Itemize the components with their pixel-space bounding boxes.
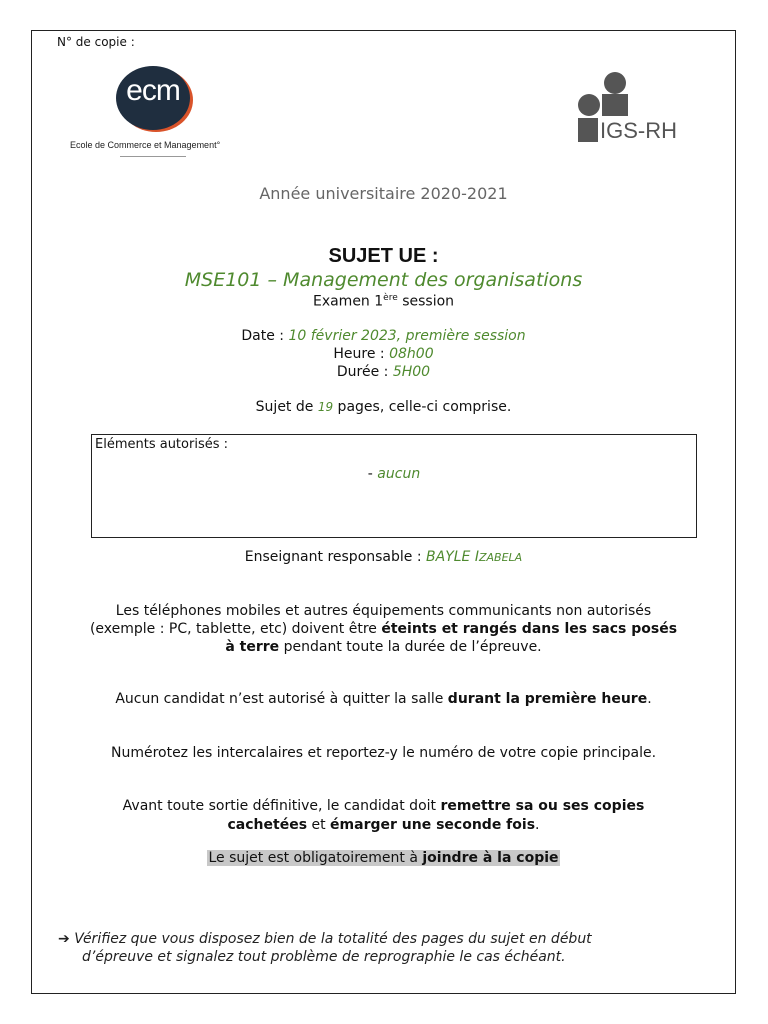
rule-leave-1: Aucun candidat n’est autorisé à quitter la salle [115, 691, 448, 707]
authorized-items-label: Eléments autorisés : [95, 437, 228, 452]
exam-time [31, 346, 736, 362]
rule-join-highlight [207, 850, 559, 866]
igs-logo-text: IGS-RH [600, 118, 677, 143]
teacher-first-initial: I [474, 549, 479, 565]
teacher-first-rest: ZABELA [479, 551, 523, 564]
pages-suffix: pages, celle-ci comprise. [333, 399, 512, 415]
rule-phones-1: Les téléphones mobiles et autres équipements communicants non autorisés [115, 603, 652, 619]
ecm-logo-caption: Ecole de Commerce et Management° [70, 140, 221, 150]
page-title: SUJET UE : [328, 245, 439, 267]
rule-phones-3: pendant toute la durée de l’épreuve. [279, 639, 542, 655]
igs-rh-logo [576, 70, 686, 146]
note-line-2: d’épreuve et signalez tout problème de reprographie le cas échéant. [82, 949, 566, 965]
rule-exit-bold-2: cachetées [227, 817, 308, 833]
time-value: 08h00 [389, 346, 434, 362]
teacher-name [426, 549, 522, 565]
rule-phones-bold-2: à terre [225, 639, 280, 655]
ecm-logo [70, 64, 250, 160]
rule-join [31, 850, 736, 866]
rule-leave-2: . [647, 691, 652, 707]
rule-exit-1: Avant toute sortie définitive, le candidat doit [122, 798, 441, 814]
rule-join-1: Le sujet est obligatoirement à [208, 850, 423, 866]
igs-logo-dot-left [578, 94, 600, 116]
rule-phones [31, 602, 736, 656]
igs-logo-square [602, 94, 628, 116]
exam-duration [31, 364, 736, 380]
exam-suffix: session [397, 293, 455, 310]
rule-leave [31, 691, 736, 707]
rule-phones-2: (exemple : PC, tablette, etc) doivent être [89, 621, 382, 637]
verification-note [58, 930, 710, 966]
pages-count: 19 [317, 400, 334, 414]
time-label: Heure : [333, 346, 390, 362]
academic-year: Année universitaire 2020-2021 [259, 184, 508, 203]
pages-prefix: Sujet de [255, 399, 318, 415]
rule-phones-bold-1: éteints et rangés dans les sacs posés [381, 621, 678, 637]
rule-exit-bold-3: émarger une seconde fois [330, 817, 536, 833]
igs-logo-dot-top [604, 72, 626, 94]
rule-exit [31, 797, 736, 835]
authorized-item [92, 466, 696, 482]
exam-date [31, 328, 736, 344]
arrow-icon: ➔ [58, 931, 75, 947]
duration-value: 5H00 [392, 364, 431, 380]
authorized-item-value: aucun [377, 466, 421, 482]
ecm-logo-text: ecm [126, 74, 180, 107]
note-line-1: Vérifiez que vous disposez bien de la totalité des pages du sujet en début [74, 931, 592, 947]
rule-join-bold: joindre à la copie [422, 850, 559, 866]
date-label: Date : [241, 328, 289, 344]
rule-exit-bold-1: remettre sa ou ses copies [440, 798, 645, 814]
igs-logo-base [578, 118, 598, 142]
date-value: 10 février 2023, première session [288, 328, 526, 344]
teacher-label: Enseignant responsable : [244, 549, 427, 565]
rule-leave-bold: durant la première heure [447, 691, 648, 707]
teacher-last-name: BAYLE [426, 549, 475, 565]
exam-prefix: Examen 1 [312, 293, 384, 310]
course-title: MSE101 – Management des organisations [184, 269, 583, 291]
exam-session [31, 293, 736, 310]
copy-number-label: N° de copie : [57, 35, 135, 49]
ecm-logo-rule [120, 156, 186, 157]
authorized-dash: - [367, 466, 378, 482]
page-count [31, 399, 736, 415]
exam-sup: ère [383, 293, 398, 303]
authorized-items-box [91, 434, 697, 538]
teacher-line [31, 549, 736, 565]
duration-label: Durée : [336, 364, 393, 380]
rule-exit-2: et [307, 817, 331, 833]
rule-exit-3: . [535, 817, 540, 833]
rule-number: Numérotez les intercalaires et reportez-y le numéro de votre copie principale. [110, 745, 657, 761]
